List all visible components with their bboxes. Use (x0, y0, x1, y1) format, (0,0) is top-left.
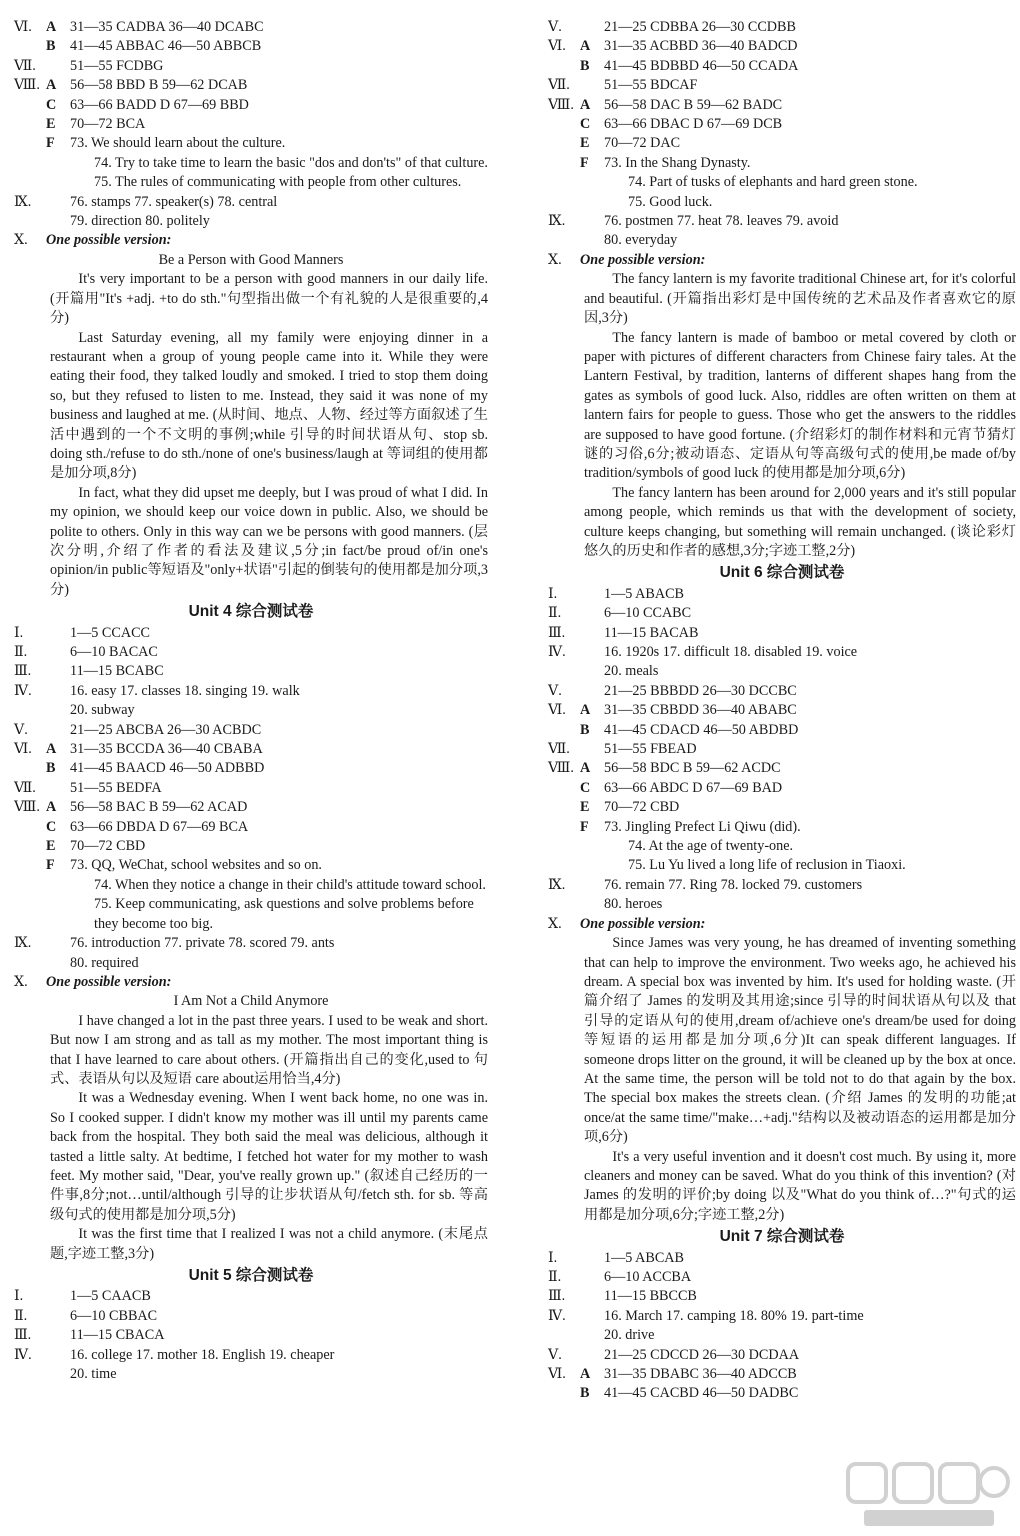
section-number (548, 115, 580, 134)
part-letter: C (580, 116, 591, 133)
section-number (548, 154, 580, 173)
unit-heading: Unit 4 综合测试卷 (188, 603, 314, 621)
section-number: Ⅶ. (14, 57, 36, 74)
answer-row (548, 604, 1016, 623)
section-number: Ⅱ. (14, 1307, 28, 1324)
answer-text: 73. Jingling Prefect Li Qiwu (did). (604, 818, 801, 835)
answer-row (14, 37, 488, 56)
answer-text: 31—35 CBBDD 36—40 ABABC (604, 702, 797, 719)
answer-row (548, 624, 1016, 643)
answer-text: 73. QQ, WeChat, school websites and so on. (70, 857, 322, 874)
answer-row (548, 1307, 1016, 1326)
answer-text: 63—66 DBAC D 67—69 DCB (604, 116, 783, 133)
part-letter (580, 1346, 604, 1365)
section-number: Ⅶ. (548, 77, 570, 94)
section-number: Ⅲ. (14, 663, 32, 680)
section-number: Ⅱ. (548, 1269, 562, 1285)
answer-row (14, 682, 488, 701)
sample-heading: One possible version: (580, 915, 706, 932)
right-column (548, 18, 1016, 1404)
indented-answer: 80. required (70, 954, 139, 971)
answer-text: 21—25 BBBDD 26—30 DCCBC (604, 682, 797, 699)
essay-paragraph: It's very important to be a person with good manners in our daily life. (开篇用"It's +adj. +to do sth."句型指出做一个有礼貌的人是很重要的,4分) (50, 271, 488, 327)
part-letter (46, 624, 70, 643)
hanging-answer: 74. When they notice a change in their child's attitude toward school. (94, 876, 486, 893)
hanging-answer: 75. Good luck. (628, 193, 713, 210)
section-number: Ⅳ. (548, 644, 566, 660)
section-number: Ⅷ. (14, 799, 40, 816)
part-letter (580, 1287, 604, 1306)
answer-row (14, 96, 488, 115)
section-number (548, 721, 580, 740)
answer-row (548, 643, 1016, 662)
answer-row (14, 1307, 488, 1326)
answer-row (548, 740, 1016, 759)
hanging-answer: 74. Try to take time to learn the basic "dos and don'ts" of that culture. (94, 154, 488, 171)
essay-title: Be a Person with Good Manners (158, 251, 344, 268)
answer-text: 41—45 CDACD 46—50 ABDBD (604, 721, 799, 738)
part-letter: F (580, 154, 589, 171)
essay-paragraph: The fancy lantern has been around for 2,000 years and it's still popular among people, which reminds us that with the development of society, culture keeps changing, but something will remain unchanged. (谈论彩灯悠久的历史和作者的感想,3分;字迹工整,2分) (584, 484, 1016, 559)
left-column (14, 18, 488, 1384)
answer-row (548, 1384, 1016, 1403)
section-number: Ⅴ. (548, 19, 562, 35)
part-letter: F (46, 857, 55, 874)
answer-row (548, 585, 1016, 604)
answer-text: 11—15 BBCCB (604, 1288, 697, 1305)
answer-text: 21—25 CDBBA 26—30 CCDBB (604, 19, 796, 35)
essay-paragraph: In fact, what they did upset me deeply, but I was proud of what I did. In my opinion, we should keep our voice down in public. Also, we should be polite to others. Only in this way can we be persons with good manners. (层次分明,介绍了作者的看法及建议,5分;in fact/be proud of/in one's opinion/in public等短语及"only+状语"引起的倒装句的使用都是加分项,3分) (50, 484, 488, 598)
part-letter: A (580, 38, 591, 55)
sample-heading-row (548, 251, 1016, 270)
part-letter: A (46, 19, 57, 35)
part-letter (46, 57, 70, 76)
essay-paragraph: The fancy lantern is made of bamboo or metal covered by cloth or paper with pictures of different characters from Chinese fairy tales. At the Lantern Festival, by tradition, lanterns of different shapes hang from the gates as symbols of good luck. Also, riddles are often written on them at lantern fairs for people to guess. Those who get the answers to the riddles are supposed to have good fortune. (介绍彩灯的制作材料和元宵节猜灯谜的习俗,6分;被动语态、定语从句等高级句式的使用,be made of/by tradition/symbols of good luck 的使用都是加分项,6分) (584, 329, 1016, 482)
section-number (14, 134, 46, 153)
section-number (548, 798, 580, 817)
answer-text: 1—5 ABCAB (604, 1249, 685, 1266)
answer-text: 6—10 CBBAC (70, 1307, 158, 1324)
answer-text: 1—5 CAACB (70, 1288, 151, 1305)
section-number: Ⅶ. (14, 779, 36, 796)
answer-text: 41—45 BAACD 46—50 ADBBD (70, 760, 265, 777)
unit-heading: Unit 7 综合测试卷 (719, 1228, 845, 1246)
section-number: Ⅷ. (548, 96, 574, 113)
section-number: Ⅸ. (14, 193, 32, 210)
indented-answer: 80. everyday (604, 232, 678, 249)
part-letter: B (580, 721, 590, 738)
answer-row (14, 1287, 488, 1306)
essay-paragraph: It was the first time that I realized I was not a child anymore. (末尾点题,字迹工整,3分) (50, 1226, 488, 1262)
part-letter (580, 876, 604, 895)
answer-row (548, 57, 1016, 76)
section-number: Ⅹ. (14, 232, 28, 249)
answer-text: 51—55 BDCAF (604, 77, 698, 94)
sample-heading: One possible version: (46, 232, 172, 249)
indented-answer: 20. time (70, 1366, 117, 1383)
part-letter: E (46, 116, 56, 133)
answer-text: 31—35 BCCDA 36—40 CBABA (70, 741, 263, 758)
answer-text: 73. We should learn about the culture. (70, 135, 286, 152)
hanging-answer: 75. The rules of communicating with people from other cultures. (94, 174, 462, 191)
answer-row (14, 643, 488, 662)
section-number: Ⅵ. (14, 741, 32, 758)
part-letter (46, 682, 70, 701)
answer-text: 70—72 CBD (604, 799, 680, 816)
part-letter (580, 585, 604, 604)
answer-row (548, 798, 1016, 817)
indented-answer: 79. direction 80. politely (70, 213, 210, 230)
part-letter: A (46, 741, 57, 758)
part-letter (46, 1287, 70, 1306)
section-number: Ⅳ. (14, 682, 32, 699)
essay-title: I Am Not a Child Anymore (173, 993, 329, 1010)
part-letter (580, 1249, 604, 1268)
answer-row (548, 1365, 1016, 1384)
section-number (14, 759, 46, 778)
essay-paragraph: Since James was very young, he has dreamed of inventing something that can help to improve the environment. Two weeks ago, he achieved his dream. A special box was invented by him. It's used for holding waste. (开篇介绍了 James 的发明及其用途;since 引导的时间状语从句以及 that 引导的定语从句的使用,dream of/achieve one's dream/be used for doing 等短语的运用都是加分项,6分)It can speak different languages. If someone drops litter on the ground, it will be cleaned up by the box at once. At the same time, the person will be told not to do that again by the box. The special box makes the streets clean. (介绍 James 的发明的功能;at once/at the same time/"make…+adj."结构以及被动语态的运用都是加分项,6分) (584, 935, 1016, 1146)
sample-heading-row (14, 231, 488, 250)
answer-row (548, 721, 1016, 740)
part-letter: A (580, 760, 591, 777)
part-letter (580, 212, 604, 231)
sample-heading-row (14, 973, 488, 992)
part-letter: E (46, 838, 56, 855)
section-number: Ⅵ. (548, 702, 566, 719)
section-number: Ⅷ. (14, 77, 40, 94)
answer-row (548, 134, 1016, 153)
answer-text: 51—55 BEDFA (70, 779, 162, 796)
section-number: Ⅰ. (548, 585, 558, 602)
answer-text: 56—58 DAC B 59—62 BADC (604, 96, 783, 113)
essay-paragraph: Last Saturday evening, all my family were enjoying dinner in a restaurant when a group of young people came into it. While they were eating their food, they talked loudly and smoked. I tried to stop them doing so, but they refused to listen to me. Instead, they said it was none of my business and laughed at me. (从时间、地点、人物、经过等方面叙述了生活中遇到的一个不文明的事例;while 引导的时间状语从句、stop sb. doing sth./refuse to do sth./none of one's business/laugh at 等词组的使用都是加分项,8分) (50, 329, 488, 482)
part-letter (580, 76, 604, 95)
section-number: Ⅷ. (548, 760, 574, 777)
section-number: Ⅹ. (548, 251, 562, 268)
answer-row (548, 759, 1016, 778)
section-number (548, 134, 580, 153)
section-number: Ⅱ. (14, 644, 28, 660)
section-number: Ⅸ. (548, 213, 566, 230)
answer-text: 31—35 CADBA 36—40 DCABC (70, 19, 264, 35)
indented-answer: 80. heroes (604, 896, 663, 913)
answer-text: 6—10 BACAC (70, 644, 158, 660)
answer-row (14, 759, 488, 778)
sample-heading-row (548, 915, 1016, 934)
section-number: Ⅳ. (14, 1346, 32, 1363)
section-number (14, 96, 46, 115)
answer-text: 41—45 ABBAC 46—50 ABBCB (70, 38, 262, 55)
answer-row (548, 818, 1016, 837)
section-number: Ⅵ. (548, 1366, 566, 1383)
section-number: Ⅵ. (548, 38, 566, 55)
indented-answer: 20. meals (604, 663, 659, 680)
part-letter: C (580, 779, 591, 796)
section-number (14, 856, 46, 875)
answer-text: 31—35 ACBBD 36—40 BADCD (604, 38, 798, 55)
part-letter: A (580, 1366, 591, 1383)
section-number: Ⅹ. (14, 973, 28, 990)
answer-row (14, 818, 488, 837)
answer-row (548, 1249, 1016, 1268)
answer-text: 51—55 FCDBG (70, 57, 164, 74)
answer-row (548, 76, 1016, 95)
answer-row (14, 624, 488, 643)
answer-text: 76. introduction 77. private 78. scored 79. ants (70, 935, 335, 952)
section-number: Ⅸ. (14, 935, 32, 952)
answer-text: 16. easy 17. classes 18. singing 19. walk (70, 682, 300, 699)
section-number: Ⅸ. (548, 876, 566, 893)
part-letter (580, 740, 604, 759)
part-letter: A (46, 77, 57, 94)
answer-row (14, 662, 488, 681)
section-number: Ⅲ. (14, 1327, 32, 1344)
answer-text: 11—15 CBACA (70, 1327, 165, 1344)
answer-text: 51—55 FBEAD (604, 741, 697, 758)
answer-text: 31—35 DBABC 36—40 ADCCB (604, 1366, 797, 1383)
section-number: Ⅱ. (548, 605, 562, 622)
section-number: Ⅴ. (548, 682, 562, 699)
section-number: Ⅳ. (548, 1307, 566, 1324)
answer-text: 21—25 ABCBA 26—30 ACBDC (70, 721, 262, 738)
answer-row (548, 1268, 1016, 1287)
part-letter: B (580, 1385, 590, 1402)
section-number: Ⅰ. (548, 1249, 558, 1266)
section-number (548, 779, 580, 798)
part-letter: F (580, 818, 589, 835)
answer-row (14, 740, 488, 759)
part-letter: E (580, 135, 590, 152)
section-number: Ⅶ. (548, 741, 570, 758)
answer-text: 70—72 DAC (604, 135, 681, 152)
section-number: Ⅴ. (14, 721, 28, 738)
sample-heading: One possible version: (46, 973, 172, 990)
indented-answer: 20. drive (604, 1327, 655, 1344)
section-number: Ⅲ. (548, 1288, 566, 1305)
part-letter (46, 779, 70, 798)
section-number: Ⅵ. (14, 19, 32, 35)
answer-text: 56—58 BAC B 59—62 ACAD (70, 799, 248, 816)
answer-row (14, 934, 488, 953)
part-letter (580, 604, 604, 623)
essay-paragraph: I have changed a lot in the past three years. I used to be weak and short. But now I am strong and as tall as my mother. The most important thing is that I have learned to care about others. (开篇指出自己的变化,used to 句式、表语从句以及短语 care about运用恰当,4分) (50, 1012, 488, 1087)
answer-text: 11—15 BACAB (604, 624, 699, 641)
part-letter (580, 1268, 604, 1287)
answer-text: 70—72 CBD (70, 838, 146, 855)
section-number (14, 115, 46, 134)
answer-row (14, 721, 488, 740)
essay-paragraph: The fancy lantern is my favorite traditional Chinese art, for it's colorful and beautiful. (开篇指出彩灯是中国传统的艺术品及作者喜欢它的原因,3分) (584, 271, 1017, 327)
answer-row (14, 76, 488, 95)
answer-text: 41—45 CACBD 46—50 DADBC (604, 1385, 799, 1402)
answer-text: 16. March 17. camping 18. 80% 19. part-time (604, 1307, 864, 1324)
answer-text: 76. remain 77. Ring 78. locked 79. customers (604, 876, 863, 893)
answer-row (548, 18, 1016, 37)
answer-row (548, 1346, 1016, 1365)
answer-text: 1—5 CCACC (70, 624, 151, 641)
section-number (14, 837, 46, 856)
section-number: Ⅹ. (548, 915, 562, 932)
watermark-logo-icon (844, 1460, 1014, 1532)
answer-row (14, 18, 488, 37)
part-letter: F (46, 135, 55, 152)
part-letter (580, 18, 604, 37)
answer-text: 21—25 CDCCD 26—30 DCDAA (604, 1346, 800, 1363)
part-letter: B (580, 57, 590, 74)
part-letter: A (580, 702, 591, 719)
answer-row (548, 96, 1016, 115)
answer-row (14, 856, 488, 875)
answer-row (14, 193, 488, 212)
essay-paragraph: It's a very useful invention and it doesn't cost much. By using it, more cleaners and money can be saved. What do you think of this invention? (对 James 的发明的评价;by doing 以及"What do you think of…?"句式的运用都是加分项,6分;字迹工整,2分) (584, 1148, 1016, 1223)
answer-text: 6—10 CCABC (604, 605, 692, 622)
sample-heading: One possible version: (580, 251, 706, 268)
section-number (548, 1384, 580, 1403)
answer-text: 56—58 BBD B 59—62 DCAB (70, 77, 248, 94)
answer-text: 16. 1920s 17. difficult 18. disabled 19. voice (604, 644, 858, 660)
answer-row (14, 134, 488, 153)
part-letter (580, 643, 604, 662)
answer-text: 70—72 BCA (70, 116, 146, 133)
answer-row (14, 837, 488, 856)
answer-text: 73. In the Shang Dynasty. (604, 154, 751, 171)
answer-text: 41—45 BDBBD 46—50 CCADA (604, 57, 799, 74)
part-letter (46, 643, 70, 662)
answer-text: 76. stamps 77. speaker(s) 78. central (70, 193, 278, 210)
part-letter: C (46, 96, 57, 113)
answer-text: 1—5 ABACB (604, 585, 685, 602)
section-number (548, 57, 580, 76)
section-number: Ⅴ. (548, 1346, 562, 1363)
answer-row (14, 779, 488, 798)
part-letter (580, 682, 604, 701)
part-letter: E (580, 799, 590, 816)
answer-row (548, 876, 1016, 895)
part-letter: C (46, 818, 57, 835)
answer-row (548, 154, 1016, 173)
part-letter (46, 1326, 70, 1345)
section-number: Ⅰ. (14, 624, 24, 641)
hanging-answer: 74. At the age of twenty-one. (628, 838, 794, 855)
part-letter (46, 1307, 70, 1326)
answer-row (548, 1287, 1016, 1306)
answer-row (548, 115, 1016, 134)
answer-row (548, 779, 1016, 798)
answer-text: 56—58 BDC B 59—62 ACDC (604, 760, 781, 777)
answer-row (548, 212, 1016, 231)
section-number (548, 818, 580, 837)
part-letter: A (46, 799, 57, 816)
indented-answer: 20. subway (70, 702, 135, 719)
hanging-answer: 74. Part of tusks of elephants and hard green stone. (628, 174, 918, 191)
answer-row (14, 798, 488, 817)
answer-text: 16. college 17. mother 18. English 19. cheaper (70, 1346, 335, 1363)
unit-heading: Unit 5 综合测试卷 (188, 1267, 314, 1284)
part-letter (580, 1307, 604, 1326)
hanging-answer: 75. Lu Yu lived a long life of reclusion in Tiaoxi. (628, 857, 906, 874)
answer-row (14, 115, 488, 134)
answer-text: 11—15 BCABC (70, 663, 164, 680)
answer-text: 63—66 BADD D 67—69 BBD (70, 96, 249, 113)
part-letter (580, 624, 604, 643)
section-number (14, 818, 46, 837)
part-letter: B (46, 760, 56, 777)
part-letter: B (46, 38, 56, 55)
hanging-answer: 75. Keep communicating, ask questions and solve problems before they become too big. (94, 896, 474, 932)
part-letter (46, 721, 70, 740)
answer-row (14, 1346, 488, 1365)
section-number: Ⅰ. (14, 1288, 24, 1305)
section-number: Ⅲ. (548, 624, 566, 641)
answer-text: 6—10 ACCBA (604, 1269, 692, 1285)
part-letter (46, 662, 70, 681)
answer-text: 63—66 ABDC D 67—69 BAD (604, 779, 783, 796)
answer-row (548, 682, 1016, 701)
essay-paragraph: It was a Wednesday evening. When I went back home, no one was in. So I cooked supper. I didn't know my mother was ill until my parents came back from the hospital. They both said the meal was delicious, although it tasted a little salty. At bedtime, I fetched hot water for my mother to wash feet. My mother said, "Dear, you've really grown up." (叙述自己经历的一件事,8分;not…until/although 引导的让步状语从句/fetch sth. for sb. 等高级句式的使用都是加分项,5分) (50, 1090, 488, 1223)
answer-row (548, 701, 1016, 720)
answer-row (548, 37, 1016, 56)
part-letter: A (580, 96, 591, 113)
section-number (14, 37, 46, 56)
answer-text: 63—66 DBDA D 67—69 BCA (70, 818, 249, 835)
answer-row (14, 1326, 488, 1345)
part-letter (46, 193, 70, 212)
part-letter (46, 934, 70, 953)
part-letter (46, 1346, 70, 1365)
answer-text: 76. postmen 77. heat 78. leaves 79. avoid (604, 213, 839, 230)
unit-heading: Unit 6 综合测试卷 (719, 564, 845, 582)
answer-row (14, 57, 488, 76)
